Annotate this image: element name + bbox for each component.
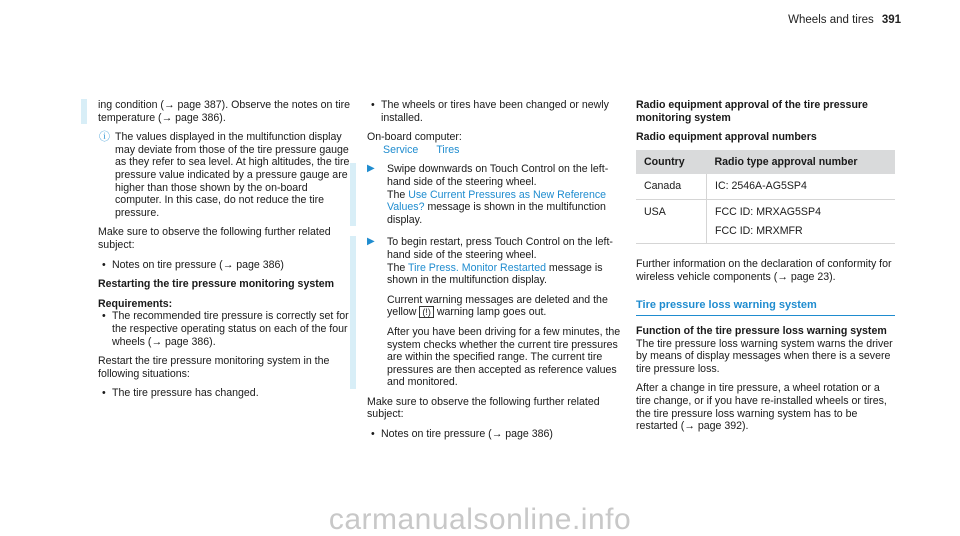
function-text-2: After a change in tire pressure, a wheel rotation or a tire change, or if you have re-installed wheels or tires, the tire pressure loss warning system has to be restarted (→ page 392). <box>636 382 887 433</box>
section-heading: Radio equipment approval of the tire pressure monitoring system <box>636 99 868 124</box>
onboard-label: On-board computer: <box>367 131 462 144</box>
step-arrow-icon: ▶ <box>367 163 375 175</box>
function-heading: Function of the tire pressure loss warning system <box>636 324 887 337</box>
observe-text: Make sure to observe the following further related subject: <box>367 395 600 421</box>
list-item[interactable]: • Notes on tire pressure (→ page 386) <box>367 428 621 441</box>
menu-tires[interactable]: Tires <box>436 143 460 156</box>
table-header-country: Country <box>636 150 707 175</box>
step-2: ▶ To begin restart, press Touch Control on the left-hand side of the steering wheel. The Tire Press. Monitor Restarted message is shown in the multifunction display. Current warning messages are deleted and the yellow (!) warning lamp goes out. After you have been driving for a few minutes, the system checks whether the current tire pressures are within the specified range. The current tire pressures are then accepted as reference values and monitored. <box>350 236 621 389</box>
step2-text: To begin restart, press Touch Control on the left-hand side of the steering wheel. <box>387 236 613 261</box>
step1-text: Swipe downwards on Touch Control on the left-hand side of the steering wheel. <box>387 163 609 188</box>
table-header-number: Radio type approval number <box>707 150 896 175</box>
display-message: Use Current Pressures as New Reference Values? <box>387 188 607 214</box>
restart-text: Restart the tire pressure monitoring system in the following situations: <box>98 355 330 380</box>
column-left <box>98 99 356 400</box>
list-item[interactable]: • Notes on tire pressure (→ page 386) <box>98 259 356 272</box>
header-title: Wheels and tires <box>788 14 874 26</box>
tire-warning-lamp-icon: (!) <box>419 306 434 318</box>
intro-text: ing condition (→ page 387). Observe the notes on tire temperature (→ page 386). <box>81 99 356 124</box>
section-title: Tire pressure loss warning system <box>636 299 895 316</box>
table-row: USA FCC ID: MRXAG5SP4 FCC ID: MRXMFR <box>636 199 895 243</box>
sub-heading: Radio equipment approval numbers <box>636 131 817 144</box>
approval-table <box>636 150 895 244</box>
function-text: The tire pressure loss warning system warns the driver by means of display messages when there is a severe tire pressure loss. <box>636 337 893 375</box>
note-block <box>98 131 356 219</box>
page-header <box>788 14 901 27</box>
section-heading: Restarting the tire pressure monitoring system <box>98 278 335 291</box>
note-text: The values displayed in the multifunction display may deviate from those of the tire pressure gauge as they refer to sea level. At high altitudes, the tire pressure value indicated by a pressure gauge are higher than those shown by the on-board computer. In this case, do not reduce the tire pressure. <box>115 131 350 219</box>
list-item: • The tire pressure has changed. <box>98 387 356 400</box>
page-number: 391 <box>881 14 901 26</box>
step-arrow-icon: ▶ <box>367 236 375 248</box>
observe-text: Make sure to observe the following further related subject: <box>98 226 331 251</box>
list-item: • The wheels or tires have been changed or newly installed. <box>367 99 621 124</box>
step-1: ▶ Swipe downwards on Touch Control on the left-hand side of the steering wheel. The Use Current Pressures as New Reference Values? message is shown in the multifunction display. <box>350 163 621 226</box>
info-icon: ⓘ <box>99 131 110 144</box>
step2-result: After you have been driving for a few minutes, the system checks whether the current tire pressures are within the specified range. The current tire pressures are then accepted as reference values and monitored. <box>387 325 621 389</box>
table-row: Canada IC: 2546A-AG5SP4 <box>636 174 895 199</box>
further-info: Further information on the declaration of conformity for wireless vehicle components (→ page 23). <box>636 258 892 283</box>
watermark: carmanualsonline.info <box>328 503 632 536</box>
list-item[interactable]: • The recommended tire pressure is correctly set for the respective operating status on each of the four wheels (→ page 386). <box>98 310 356 348</box>
column-middle <box>367 99 621 441</box>
column-right <box>636 99 895 433</box>
menu-path <box>367 144 621 157</box>
requirements-label: Requirements: <box>98 297 173 310</box>
menu-service[interactable]: Service <box>383 143 419 156</box>
display-message: Tire Press. Monitor Restarted <box>408 261 546 274</box>
